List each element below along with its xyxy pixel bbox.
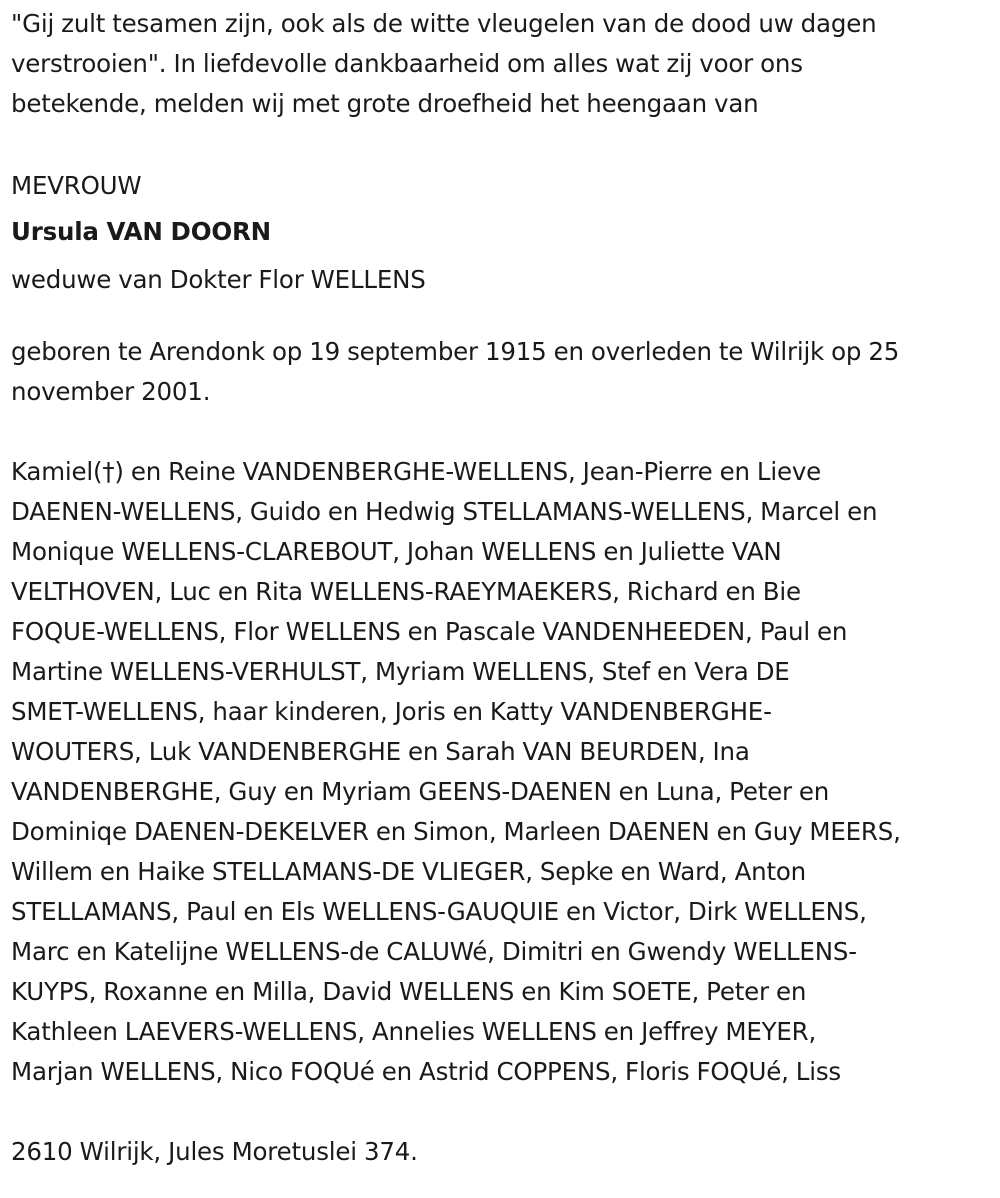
intro-line: verstrooien". In liefdevolle dankbaarheid om alles wat zij voor ons — [11, 49, 803, 78]
paragraph-gap — [11, 124, 993, 164]
birth-death-paragraph — [11, 332, 993, 412]
family-line: KUYPS, Roxanne en Milla, David WELLENS en Kim SOETE, Peter en — [11, 977, 807, 1006]
family-line: Kathleen LAEVERS-WELLENS, Annelies WELLENS en Jeffrey MEYER, — [11, 1017, 817, 1046]
paragraph-gap — [11, 1092, 993, 1132]
obituary-document — [11, 4, 993, 1172]
intro-line: betekende, melden wij met grote droefheid het heengaan van — [11, 89, 759, 118]
family-paragraph — [11, 452, 993, 1092]
family-line: Willem en Haike STELLAMANS-DE VLIEGER, Sepke en Ward, Anton — [11, 857, 806, 886]
honorific-title: MEVROUW — [11, 171, 142, 200]
family-line: VELTHOVEN, Luc en Rita WELLENS-RAEYMAEKERS, Richard en Bie — [11, 577, 801, 606]
family-line: SMET-WELLENS, haar kinderen, Joris en Katty VANDENBERGHE- — [11, 697, 772, 726]
birth-death-line: november 2001. — [11, 377, 211, 406]
widow-of-line: weduwe van Dokter Flor WELLENS — [11, 265, 426, 294]
paragraph-gap — [11, 412, 993, 452]
family-line: Martine WELLENS-VERHULST, Myriam WELLENS, Stef en Vera DE — [11, 657, 790, 686]
deceased-name: Ursula VAN DOORN — [11, 217, 271, 246]
family-line: DAENEN-WELLENS, Guido en Hedwig STELLAMANS-WELLENS, Marcel en — [11, 497, 878, 526]
birth-death-line: geboren te Arendonk op 19 september 1915 en overleden te Wilrijk op 25 — [11, 337, 900, 366]
deceased-block — [11, 166, 993, 304]
intro-paragraph — [11, 4, 993, 124]
family-line: VANDENBERGHE, Guy en Myriam GEENS-DAENEN en Luna, Peter en — [11, 777, 830, 806]
family-line: WOUTERS, Luk VANDENBERGHE en Sarah VAN BEURDEN, Ina — [11, 737, 750, 766]
family-line: FOQUE-WELLENS, Flor WELLENS en Pascale VANDENHEEDEN, Paul en — [11, 617, 848, 646]
family-line: STELLAMANS, Paul en Els WELLENS-GAUQUIE en Victor, Dirk WELLENS, — [11, 897, 867, 926]
family-line: Dominiqe DAENEN-DEKELVER en Simon, Marleen DAENEN en Guy MEERS, — [11, 817, 901, 846]
family-line: Marc en Katelijne WELLENS-de CALUWé, Dimitri en Gwendy WELLENS- — [11, 937, 857, 966]
family-line: Kamiel(†) en Reine VANDENBERGHE-WELLENS, Jean-Pierre en Lieve — [11, 457, 822, 486]
intro-line: "Gij zult tesamen zijn, ook als de witte vleugelen van de dood uw dagen — [11, 9, 877, 38]
family-line: Monique WELLENS-CLAREBOUT, Johan WELLENS en Juliette VAN — [11, 537, 782, 566]
address-line: 2610 Wilrijk, Jules Moretuslei 374. — [11, 1137, 418, 1166]
family-line: Marjan WELLENS, Nico FOQUé en Astrid COPPENS, Floris FOQUé, Liss — [11, 1057, 841, 1086]
paragraph-gap — [11, 304, 993, 332]
